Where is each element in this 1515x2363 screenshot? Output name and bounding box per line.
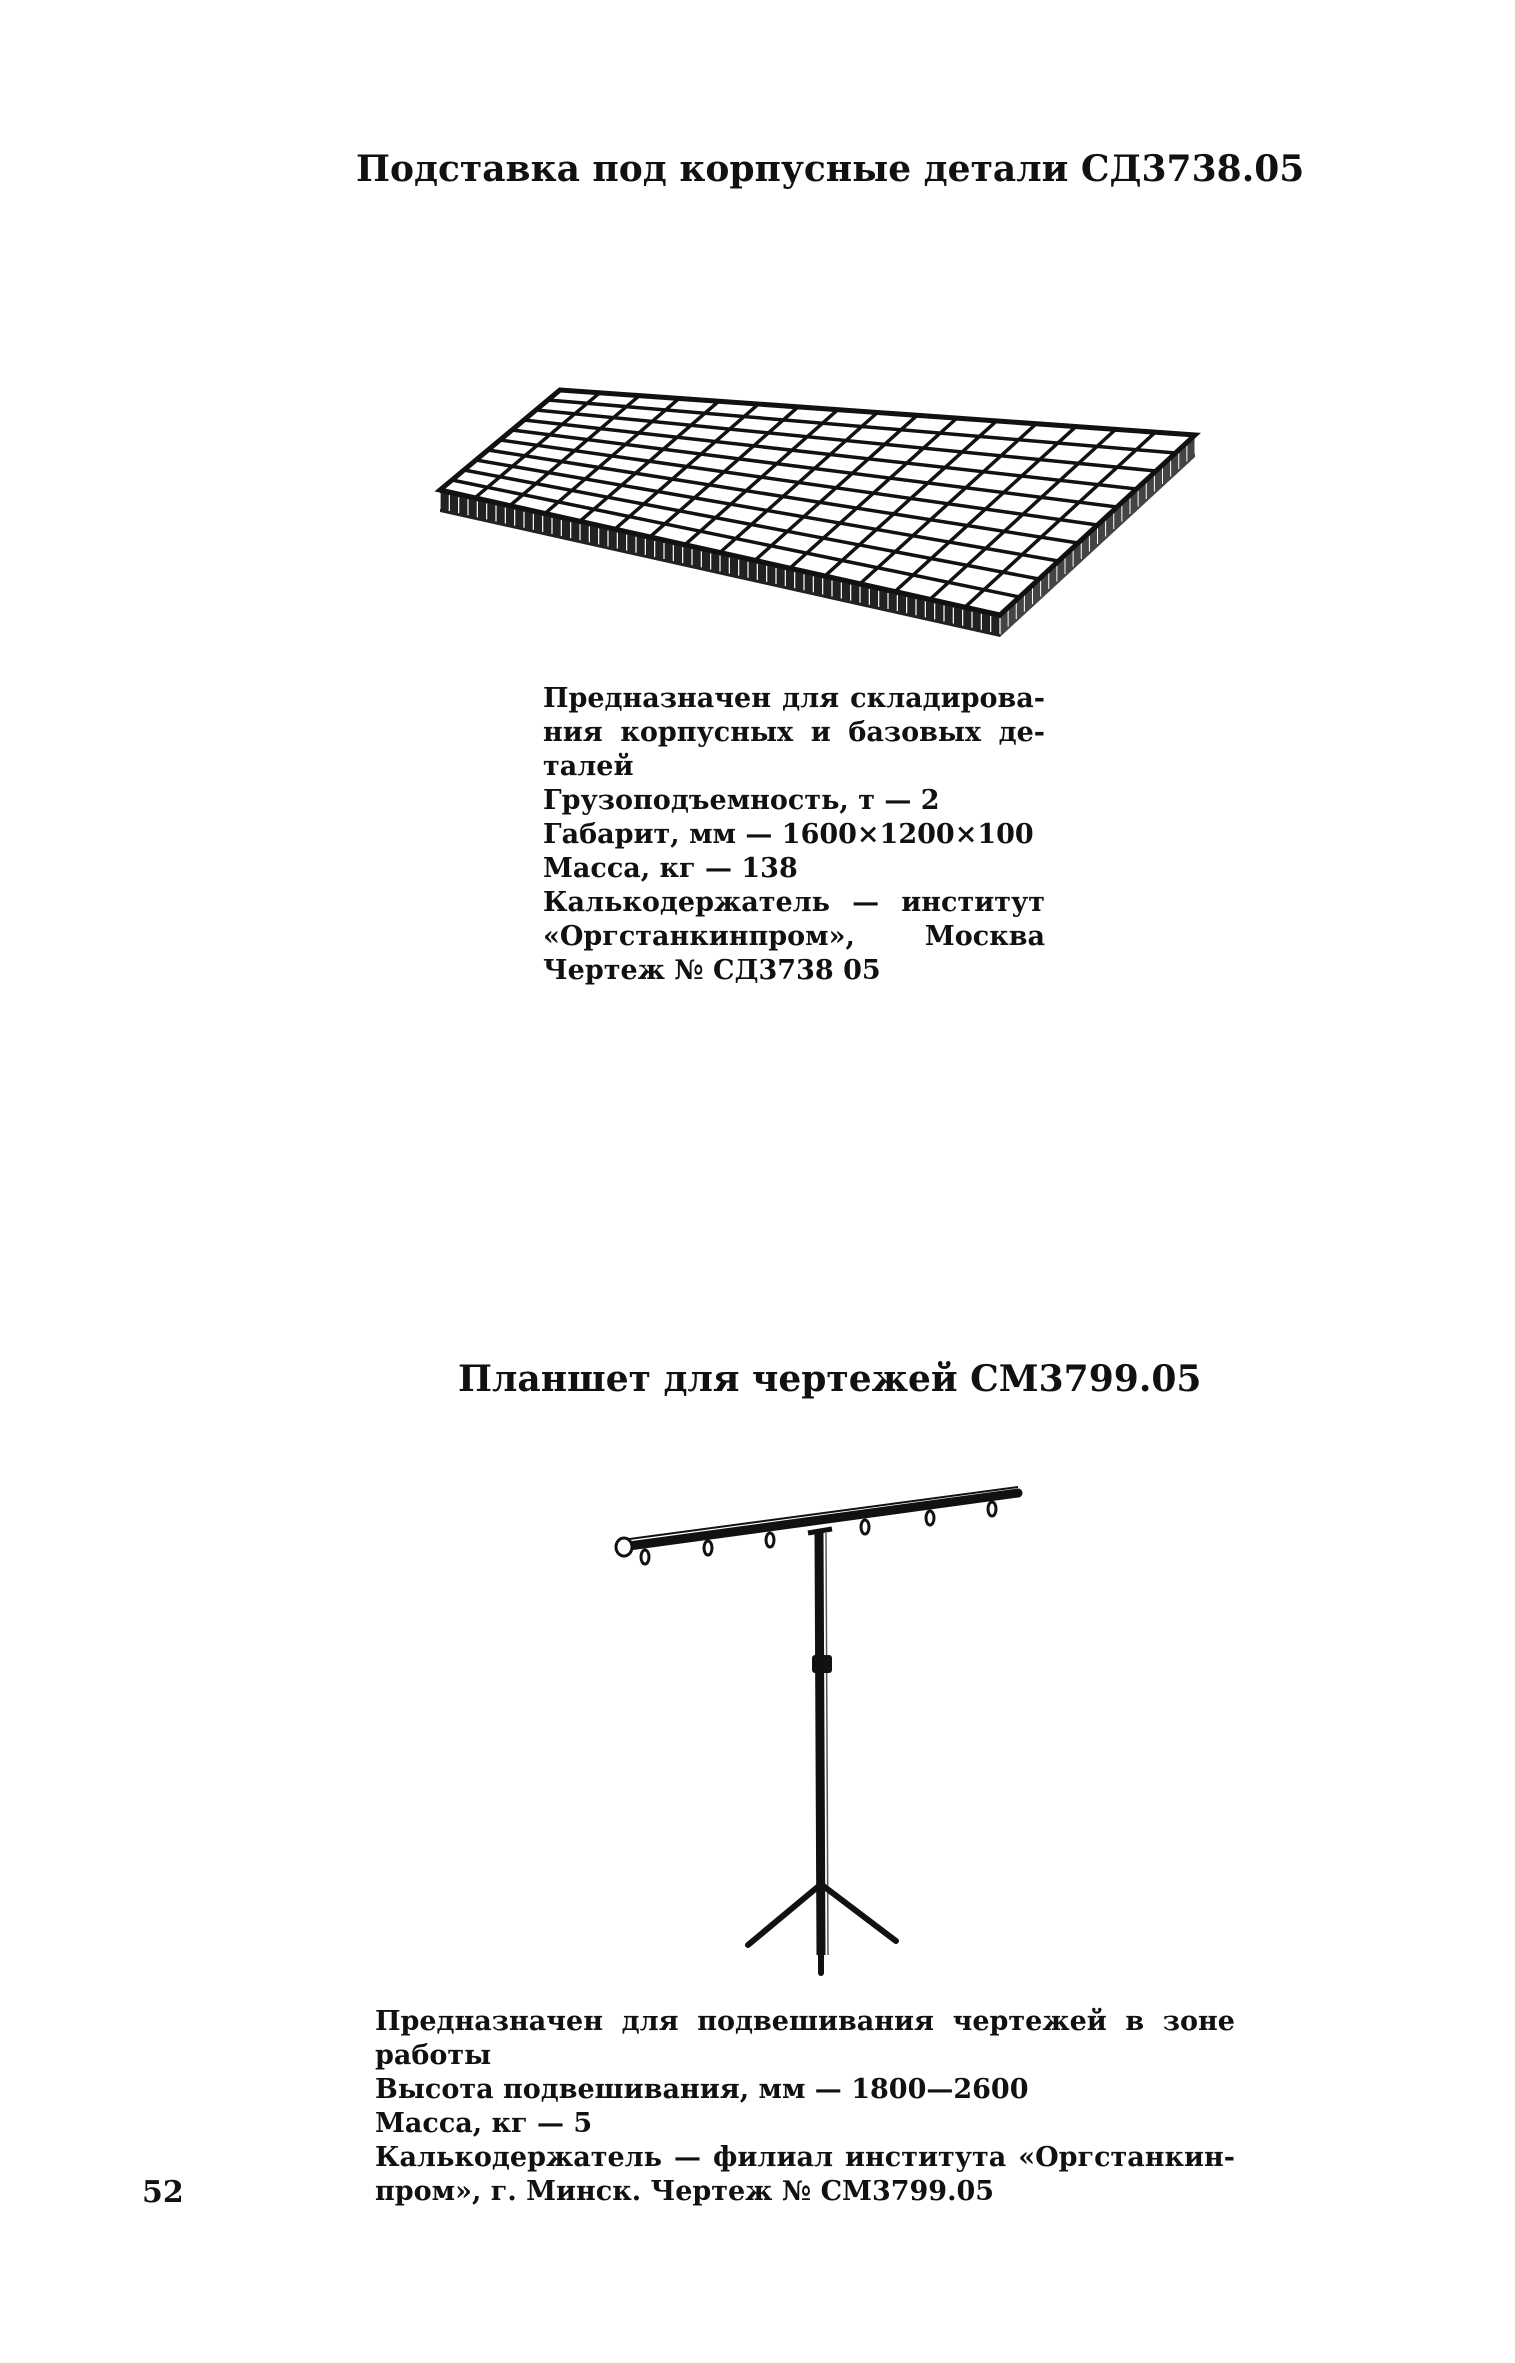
tripod-base [748, 1885, 896, 1973]
description-line: Габарит, мм — 1600×1200×100 [543, 819, 1034, 850]
drawing-stand-illustration [600, 1485, 1040, 1985]
description-line: Чертеж № СД3738 05 [543, 955, 881, 986]
description-line: талей [543, 751, 634, 782]
description-line: Калькодержатель — филиал института «Оргстанкин- [375, 2142, 1235, 2173]
description-line: работы [375, 2040, 492, 2071]
item-description-drawing-board [375, 2005, 1235, 2209]
description-line: Масса, кг — 5 [375, 2108, 593, 2139]
description-line: «Оргстанкинпром», Москва [543, 921, 1045, 952]
item-description-stand [543, 682, 1045, 988]
description-line: Высота подвешивания, мм — 1800—2600 [375, 2074, 1029, 2105]
item-title-drawing-board: Планшет для чертежей СМ3799.05 [458, 1358, 1202, 1400]
description-line: Предназначен для подвешивания чертежей в зоне [375, 2006, 1235, 2037]
pallet-stand-illustration [420, 360, 1220, 640]
item-title-stand: Подставка под корпусные детали СД3738.05 [356, 148, 1305, 190]
description-line: Грузоподъемность, т — 2 [543, 785, 940, 816]
description-line: пром», г. Минск. Чертеж № СМ3799.05 [375, 2176, 995, 2207]
description-line: Предназначен для складирова- [543, 683, 1045, 714]
description-line: Масса, кг — 138 [543, 853, 798, 884]
page-number: 52 [142, 2175, 184, 2210]
description-line: ния корпусных и базовых де- [543, 717, 1045, 748]
description-line: Калькодержатель — институт [543, 887, 1045, 918]
